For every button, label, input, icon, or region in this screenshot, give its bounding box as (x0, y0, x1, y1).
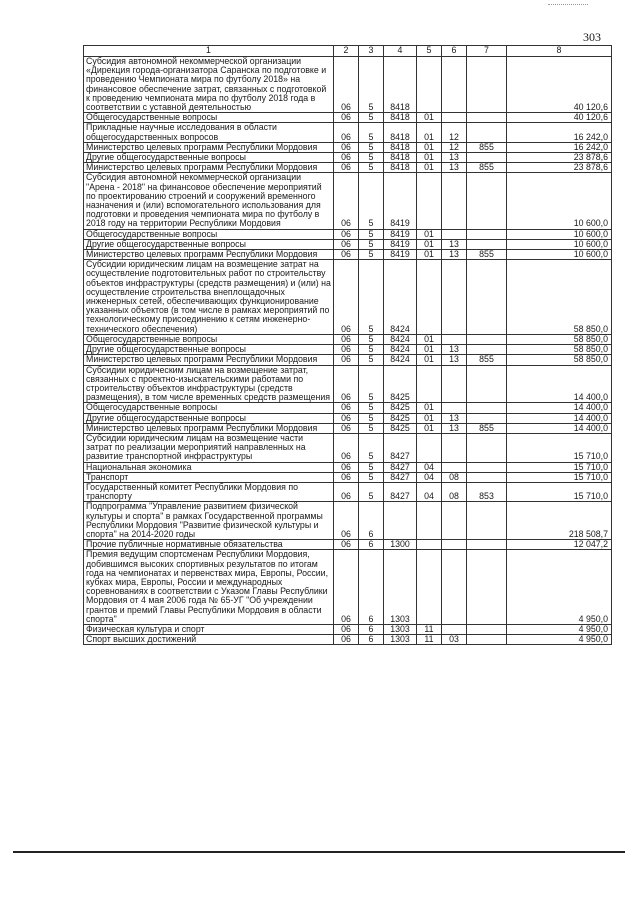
row-c7-cell (467, 334, 507, 344)
row-c2-cell: 06 (334, 163, 359, 173)
row-c4-cell: 8418 (384, 153, 417, 163)
row-c3-cell: 5 (359, 239, 384, 249)
row-name-cell: Спорт высших достижений (84, 635, 334, 645)
row-c3-cell: 5 (359, 229, 384, 239)
row-c7-cell: 855 (467, 250, 507, 260)
table-row (84, 113, 612, 123)
row-c7-cell (467, 260, 507, 335)
table-row (84, 57, 612, 113)
row-c4-cell: 8419 (384, 250, 417, 260)
row-c3-cell: 5 (359, 365, 384, 403)
table-row (84, 345, 612, 355)
row-c7-cell (467, 365, 507, 403)
row-name-cell: Субсидии юридическим лицам на возмещение части затрат по реализации мероприятий направленных на развитие транспортной инфраструктуры (84, 433, 334, 462)
row-c3-cell: 5 (359, 433, 384, 462)
row-c7-cell: 855 (467, 142, 507, 152)
row-c6-cell: 13 (442, 345, 467, 355)
row-c5-cell (417, 173, 442, 229)
row-c8-cell: 15 710,0 (507, 482, 612, 501)
table-row (84, 502, 612, 540)
row-c7-cell (467, 624, 507, 634)
row-c3-cell: 5 (359, 423, 384, 433)
table-row (84, 365, 612, 403)
row-c5-cell: 01 (417, 142, 442, 152)
row-c5-cell (417, 365, 442, 403)
row-name-cell: Другие общегосударственные вопросы (84, 153, 334, 163)
row-c2-cell: 06 (334, 423, 359, 433)
row-c7-cell (467, 123, 507, 142)
row-c6-cell: 12 (442, 123, 467, 142)
row-c4-cell: 8419 (384, 239, 417, 249)
row-c7-cell (467, 502, 507, 540)
row-c5-cell (417, 550, 442, 625)
row-name-cell: Премия ведущим спортсменам Республики Мордовия, добившимся высоких спортивных результатов по итогам года на чемпионатах и первенствах мира, Европы, России, кубках мира, Европы, России и международных соревнованиях в соответствии с Указом Главы Республики Мордовия от 4 мая 2006 года № 65-УГ "Об учреждении грантов и премий Главы Республики Мордовия в области спорта" (84, 550, 334, 625)
header-col-5: 5 (417, 46, 442, 57)
row-name-cell: Министерство целевых программ Республики Мордовия (84, 163, 334, 173)
row-name-cell: Субсидии юридическим лицам на возмещение затрат на осуществление подготовительных работ по строительству объектов инфраструктуры (средств размещения) и (или) на осуществление строительства внеплощадочных инженерных сетей, обеспечивающих функционирование указанных объектов (в том числе в рамках мероприятий по технологическому присоединению к сетям инженерно-технического обеспечения) (84, 260, 334, 335)
row-c7-cell (467, 462, 507, 472)
row-c5-cell: 01 (417, 113, 442, 123)
row-c5-cell: 11 (417, 635, 442, 645)
row-c6-cell (442, 433, 467, 462)
table-row (84, 413, 612, 423)
row-c2-cell: 06 (334, 540, 359, 550)
row-c6-cell (442, 260, 467, 335)
row-c2-cell: 06 (334, 624, 359, 634)
row-c8-cell: 15 710,0 (507, 433, 612, 462)
row-c5-cell: 04 (417, 462, 442, 472)
row-c7-cell (467, 635, 507, 645)
row-c2-cell: 06 (334, 403, 359, 413)
row-c8-cell: 58 850,0 (507, 334, 612, 344)
row-c2-cell: 06 (334, 365, 359, 403)
row-c4-cell: 8427 (384, 472, 417, 482)
row-c8-cell: 14 400,0 (507, 423, 612, 433)
header-col-8: 8 (507, 46, 612, 57)
row-c6-cell (442, 624, 467, 634)
row-c7-cell (467, 413, 507, 423)
row-c8-cell: 10 600,0 (507, 239, 612, 249)
table-row (84, 239, 612, 249)
bottom-rule (13, 851, 625, 853)
row-c8-cell: 10 600,0 (507, 173, 612, 229)
row-c6-cell (442, 403, 467, 413)
row-c2-cell: 06 (334, 142, 359, 152)
row-c4-cell: 8419 (384, 229, 417, 239)
row-c3-cell: 5 (359, 260, 384, 335)
header-col-1: 1 (84, 46, 334, 57)
row-name-cell: Министерство целевых программ Республики Мордовия (84, 355, 334, 365)
row-name-cell: Субсидии юридическим лицам на возмещение затрат, связанных с проектно-изыскательскими работами по строительству объектов инфраструктуры (средств размещения), в том числе временных средств размещения (84, 365, 334, 403)
header-col-4: 4 (384, 46, 417, 57)
row-c6-cell (442, 550, 467, 625)
row-c8-cell: 40 120,6 (507, 57, 612, 113)
row-c5-cell: 11 (417, 624, 442, 634)
row-c7-cell (467, 173, 507, 229)
row-c6-cell (442, 57, 467, 113)
table-row (84, 142, 612, 152)
table-row (84, 153, 612, 163)
table-row (84, 540, 612, 550)
row-c8-cell: 10 600,0 (507, 250, 612, 260)
row-c4-cell: 1303 (384, 624, 417, 634)
row-c8-cell: 4 950,0 (507, 550, 612, 625)
row-c6-cell: 12 (442, 142, 467, 152)
row-c7-cell (467, 153, 507, 163)
row-name-cell: Национальная экономика (84, 462, 334, 472)
row-c7-cell (467, 540, 507, 550)
table-row (84, 550, 612, 625)
row-c2-cell: 06 (334, 173, 359, 229)
row-c4-cell: 8418 (384, 123, 417, 142)
row-c5-cell: 01 (417, 153, 442, 163)
row-c7-cell: 855 (467, 423, 507, 433)
row-c4-cell: 8424 (384, 334, 417, 344)
row-name-cell: Министерство целевых программ Республики Мордовия (84, 142, 334, 152)
row-c3-cell: 6 (359, 502, 384, 540)
row-c3-cell: 5 (359, 123, 384, 142)
row-c5-cell: 04 (417, 482, 442, 501)
row-c5-cell: 01 (417, 239, 442, 249)
table-row (84, 462, 612, 472)
row-c3-cell: 5 (359, 163, 384, 173)
row-c2-cell: 06 (334, 260, 359, 335)
row-c2-cell: 06 (334, 57, 359, 113)
row-name-cell: Прикладные научные исследования в области общегосударственных вопросов (84, 123, 334, 142)
row-c4-cell: 8418 (384, 57, 417, 113)
row-name-cell: Физическая культура и спорт (84, 624, 334, 634)
row-c3-cell: 5 (359, 250, 384, 260)
row-c5-cell (417, 433, 442, 462)
row-c4-cell: 1303 (384, 550, 417, 625)
table-row (84, 260, 612, 335)
row-c6-cell (442, 334, 467, 344)
row-name-cell: Общегосударственные вопросы (84, 229, 334, 239)
row-c5-cell: 01 (417, 163, 442, 173)
row-c5-cell: 01 (417, 423, 442, 433)
row-c6-cell (442, 229, 467, 239)
row-c8-cell: 40 120,6 (507, 113, 612, 123)
row-c8-cell: 58 850,0 (507, 345, 612, 355)
row-c3-cell: 5 (359, 472, 384, 482)
row-c4-cell: 8418 (384, 113, 417, 123)
row-c2-cell: 06 (334, 229, 359, 239)
row-c7-cell: 853 (467, 482, 507, 501)
row-c3-cell: 5 (359, 413, 384, 423)
row-c6-cell: 03 (442, 635, 467, 645)
row-c2-cell: 06 (334, 482, 359, 501)
row-c4-cell: 8424 (384, 260, 417, 335)
row-c2-cell: 06 (334, 635, 359, 645)
row-c8-cell: 23 878,6 (507, 153, 612, 163)
row-c5-cell: 01 (417, 413, 442, 423)
table-header-row (84, 46, 612, 57)
table-row (84, 433, 612, 462)
row-name-cell: Другие общегосударственные вопросы (84, 239, 334, 249)
row-c4-cell: 1300 (384, 540, 417, 550)
row-name-cell: Министерство целевых программ Республики Мордовия (84, 250, 334, 260)
row-c2-cell: 06 (334, 502, 359, 540)
row-c4-cell: 8418 (384, 163, 417, 173)
row-name-cell: Другие общегосударственные вопросы (84, 413, 334, 423)
table-row (84, 355, 612, 365)
scan-mark (548, 4, 588, 6)
row-c6-cell: 13 (442, 250, 467, 260)
header-col-6: 6 (442, 46, 467, 57)
row-name-cell: Государственный комитет Республики Мордовия по транспорту (84, 482, 334, 501)
row-c6-cell (442, 540, 467, 550)
row-c4-cell: 8418 (384, 142, 417, 152)
row-c5-cell: 01 (417, 345, 442, 355)
header-col-3: 3 (359, 46, 384, 57)
row-c6-cell: 13 (442, 355, 467, 365)
row-c2-cell: 06 (334, 123, 359, 142)
row-c3-cell: 5 (359, 142, 384, 152)
row-c2-cell: 06 (334, 113, 359, 123)
row-c6-cell: 13 (442, 423, 467, 433)
row-c2-cell: 06 (334, 462, 359, 472)
row-c8-cell: 14 400,0 (507, 413, 612, 423)
row-c8-cell: 58 850,0 (507, 260, 612, 335)
row-c7-cell (467, 345, 507, 355)
row-c5-cell: 01 (417, 229, 442, 239)
row-c8-cell: 16 242,0 (507, 142, 612, 152)
row-c6-cell: 13 (442, 239, 467, 249)
header-col-7: 7 (467, 46, 507, 57)
row-c8-cell: 23 878,6 (507, 163, 612, 173)
row-c2-cell: 06 (334, 239, 359, 249)
row-c3-cell: 6 (359, 635, 384, 645)
row-c5-cell (417, 260, 442, 335)
table-row (84, 635, 612, 645)
row-c5-cell: 04 (417, 472, 442, 482)
table-row (84, 123, 612, 142)
row-c7-cell (467, 57, 507, 113)
row-c4-cell: 8425 (384, 423, 417, 433)
row-name-cell: Транспорт (84, 472, 334, 482)
table-row (84, 173, 612, 229)
row-c7-cell (467, 239, 507, 249)
row-c5-cell: 01 (417, 123, 442, 142)
row-c5-cell (417, 540, 442, 550)
row-c6-cell: 08 (442, 482, 467, 501)
row-c8-cell: 4 950,0 (507, 635, 612, 645)
table-row (84, 229, 612, 239)
row-c4-cell: 8427 (384, 482, 417, 501)
row-c8-cell: 15 710,0 (507, 472, 612, 482)
row-c7-cell: 855 (467, 163, 507, 173)
row-name-cell: Субсидия автономной некоммерческой организации "Арена - 2018" на финансовое обеспечение мероприятий по проектированию строений и сооружений временного назначения и (или) вспомогательного использования для подготовки и проведения чемпионата мира по футболу в 2018 году на территории Республики Мордовия (84, 173, 334, 229)
row-c6-cell (442, 365, 467, 403)
row-c7-cell (467, 113, 507, 123)
row-c7-cell: 855 (467, 355, 507, 365)
row-c3-cell: 5 (359, 113, 384, 123)
row-c6-cell (442, 462, 467, 472)
row-c6-cell (442, 502, 467, 540)
row-c2-cell: 06 (334, 550, 359, 625)
row-c2-cell: 06 (334, 472, 359, 482)
row-c2-cell: 06 (334, 433, 359, 462)
row-c2-cell: 06 (334, 250, 359, 260)
row-name-cell: Общегосударственные вопросы (84, 403, 334, 413)
table-row (84, 163, 612, 173)
row-c5-cell: 01 (417, 334, 442, 344)
row-c4-cell: 8425 (384, 403, 417, 413)
row-c3-cell: 5 (359, 355, 384, 365)
row-c7-cell (467, 550, 507, 625)
row-c5-cell (417, 57, 442, 113)
row-c2-cell: 06 (334, 413, 359, 423)
table-row (84, 482, 612, 501)
row-name-cell: Министерство целевых программ Республики Мордовия (84, 423, 334, 433)
row-c3-cell: 5 (359, 482, 384, 501)
row-c2-cell: 06 (334, 153, 359, 163)
row-c7-cell (467, 403, 507, 413)
row-c3-cell: 5 (359, 334, 384, 344)
row-c8-cell: 10 600,0 (507, 229, 612, 239)
row-name-cell: Общегосударственные вопросы (84, 334, 334, 344)
row-c3-cell: 5 (359, 153, 384, 163)
row-c6-cell: 13 (442, 163, 467, 173)
table-row (84, 334, 612, 344)
row-c4-cell: 1303 (384, 635, 417, 645)
row-c6-cell: 13 (442, 413, 467, 423)
page-number: 303 (583, 30, 601, 44)
row-c4-cell: 8427 (384, 433, 417, 462)
table-row (84, 423, 612, 433)
row-c3-cell: 5 (359, 462, 384, 472)
row-c4-cell: 8419 (384, 173, 417, 229)
row-c8-cell: 4 950,0 (507, 624, 612, 634)
row-c3-cell: 6 (359, 624, 384, 634)
row-c5-cell: 01 (417, 403, 442, 413)
row-c5-cell (417, 502, 442, 540)
row-name-cell: Прочие публичные нормативные обязательства (84, 540, 334, 550)
header-col-2: 2 (334, 46, 359, 57)
row-c7-cell (467, 229, 507, 239)
row-c3-cell: 6 (359, 550, 384, 625)
row-c8-cell: 14 400,0 (507, 403, 612, 413)
row-c3-cell: 5 (359, 345, 384, 355)
row-name-cell: Другие общегосударственные вопросы (84, 345, 334, 355)
row-name-cell: Субсидия автономной некоммерческой организации «Дирекция города-организатора Саранска по подготовке и проведению Чемпионата мира по футболу 2018» на финансовое обеспечение затрат, связанных с подготовкой к проведению чемпионата мира по футболу 2018 года в соответствии с уставной деятельностью (84, 57, 334, 113)
row-c2-cell: 06 (334, 334, 359, 344)
table-body (84, 57, 612, 645)
row-c6-cell (442, 173, 467, 229)
row-c2-cell: 06 (334, 355, 359, 365)
row-c2-cell: 06 (334, 345, 359, 355)
row-c4-cell: 8425 (384, 413, 417, 423)
row-c6-cell: 13 (442, 153, 467, 163)
row-c4-cell: 8424 (384, 355, 417, 365)
row-c4-cell: 8425 (384, 365, 417, 403)
table-row (84, 472, 612, 482)
row-c3-cell: 5 (359, 173, 384, 229)
row-c6-cell (442, 113, 467, 123)
row-c7-cell (467, 433, 507, 462)
row-c8-cell: 16 242,0 (507, 123, 612, 142)
row-c8-cell: 218 508,7 (507, 502, 612, 540)
row-c8-cell: 58 850,0 (507, 355, 612, 365)
row-c7-cell (467, 472, 507, 482)
row-c3-cell: 6 (359, 540, 384, 550)
table-row (84, 250, 612, 260)
row-c5-cell: 01 (417, 355, 442, 365)
table-row (84, 403, 612, 413)
row-c8-cell: 12 047,2 (507, 540, 612, 550)
row-c6-cell: 08 (442, 472, 467, 482)
row-c3-cell: 5 (359, 403, 384, 413)
row-c4-cell: 8427 (384, 462, 417, 472)
row-name-cell: Подпрограмма "Управление развитием физической культуры и спорта" в рамках Государственной программы Республики Мордовия "Развитие физической культуры и спорта" на 2014-2020 годы (84, 502, 334, 540)
row-c8-cell: 15 710,0 (507, 462, 612, 472)
row-c5-cell: 01 (417, 250, 442, 260)
row-c8-cell: 14 400,0 (507, 365, 612, 403)
row-name-cell: Общегосударственные вопросы (84, 113, 334, 123)
row-c4-cell (384, 502, 417, 540)
row-c4-cell: 8424 (384, 345, 417, 355)
table-row (84, 624, 612, 634)
budget-table (83, 45, 612, 645)
row-c3-cell: 5 (359, 57, 384, 113)
